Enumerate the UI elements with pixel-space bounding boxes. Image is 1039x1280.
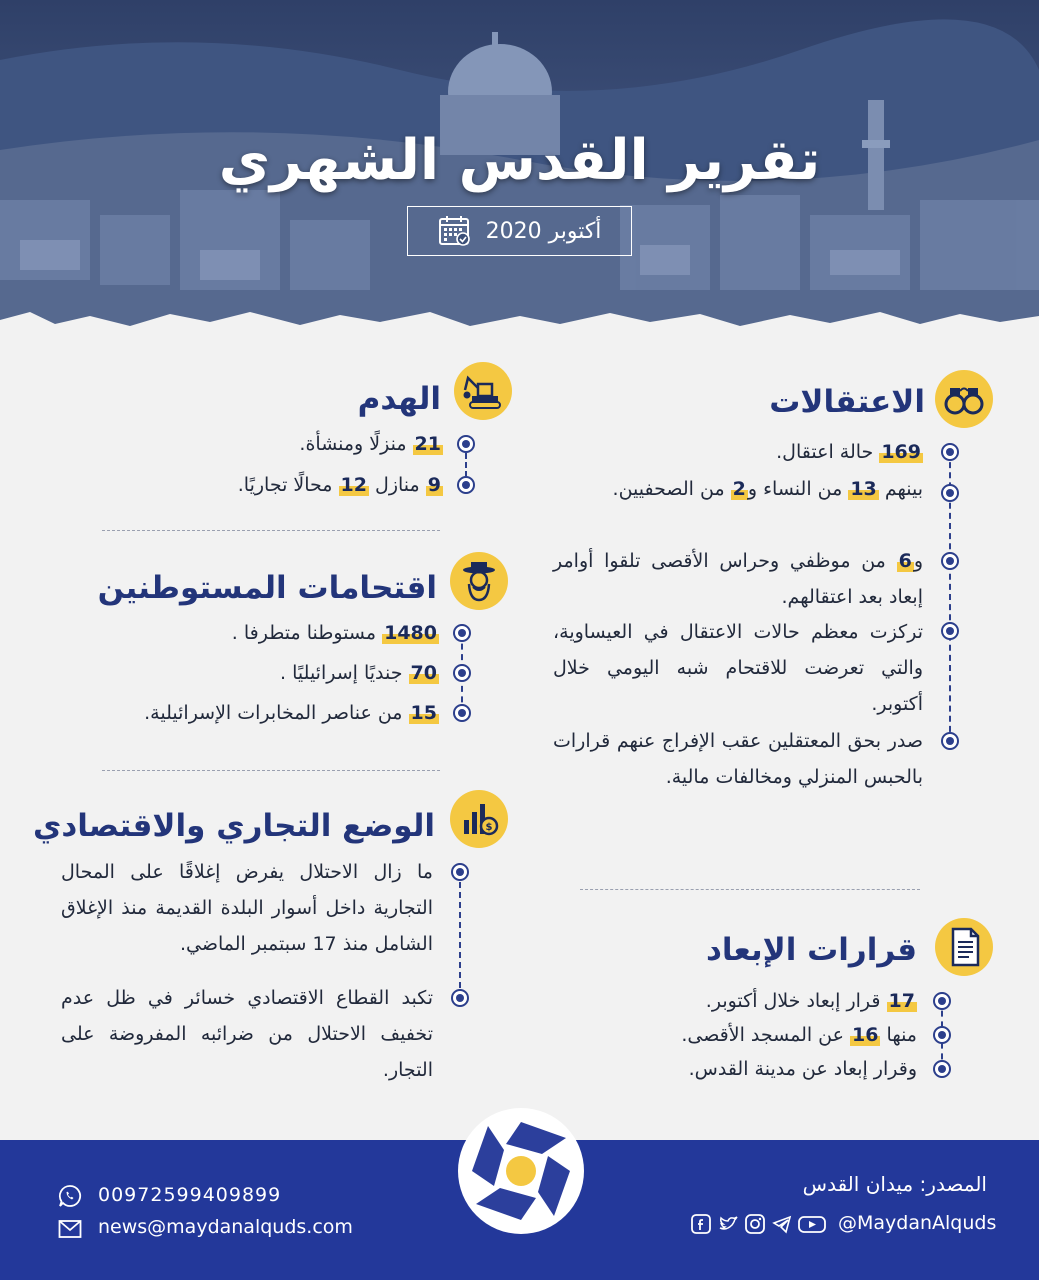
demolition-icon-badge xyxy=(454,362,512,420)
settlers-title: اقتحامات المستوطنين xyxy=(97,570,437,606)
demolition-item-1: 21 منزلًا ومنشأة. xyxy=(299,433,441,455)
settlers-item-1: 1480 مستوطنا متطرفا . xyxy=(231,622,437,644)
economy-item-2: تكبد القطاع الاقتصادي خسائر في ظل عدم تخفيف الاحتلال من ضرائبه المفروضة على التجار. xyxy=(61,987,433,1081)
settlers-item-3: 15 من عناصر المخابرات الإسرائيلية. xyxy=(144,702,437,724)
logo-mark-icon xyxy=(466,1116,576,1226)
settlers-icon-badge xyxy=(450,552,508,610)
arrests-item-1: 169 حالة اعتقال. xyxy=(776,441,921,463)
phone-number[interactable]: 00972599409899 xyxy=(98,1184,282,1206)
document-icon xyxy=(941,924,987,970)
header-banner xyxy=(0,0,1039,340)
section-divider xyxy=(102,770,440,771)
report-title: تقرير القدس الشهري xyxy=(218,128,821,193)
economy-icon xyxy=(456,796,502,842)
report-date: أكتوبر 2020 xyxy=(485,218,602,244)
youtube-icon[interactable] xyxy=(799,1217,825,1232)
bullet-dot xyxy=(941,552,959,570)
arrests-item-3: و6 من موظفي وحراس الأقصى تلقوا أوامر إبعاد بعد اعتقالهم. xyxy=(553,550,923,608)
social-icons-row xyxy=(690,1213,830,1235)
instagram-icon[interactable] xyxy=(746,1215,764,1233)
economy-item-1: ما زال الاحتلال يفرض إغلاقًا على المحال التجارية داخل أسوار البلدة القديمة منذ الإغلاق الشامل منذ 17 سبتمبر الماضي. xyxy=(61,861,433,955)
deportation-icon-badge xyxy=(935,918,993,976)
settlers-item-2: 70 جنديًا إسرائيليًا . xyxy=(280,662,437,684)
bullet-dot xyxy=(451,863,469,881)
whatsapp-icon xyxy=(58,1184,82,1208)
bullet-dot xyxy=(941,443,959,461)
arrests-item-4: تركزت معظم حالات الاعتقال في العيساوية، والتي تعرضت للاقتحام شبه اليومي خلال أكتوبر. xyxy=(553,621,923,715)
twitter-icon[interactable] xyxy=(720,1217,737,1229)
section-divider xyxy=(102,530,440,531)
email-address[interactable]: news@maydanalquds.com xyxy=(98,1216,353,1238)
telegram-icon[interactable] xyxy=(774,1217,790,1232)
arrests-item-5: صدر بحق المعتقلين عقب الإفراج عنهم قرارات بالحبس المنزلي ومخالفات مالية. xyxy=(553,730,923,788)
bullet-dot xyxy=(457,435,475,453)
economy-title: الوضع التجاري والاقتصادي xyxy=(32,808,435,844)
social-handle[interactable]: @MaydanAlquds xyxy=(838,1212,997,1234)
bullet-dot xyxy=(941,484,959,502)
bullet-dot xyxy=(933,1060,951,1078)
deportation-item-2: منها 16 عن المسجد الأقصى. xyxy=(681,1024,917,1046)
bullet-dot xyxy=(453,704,471,722)
bullet-dot xyxy=(941,732,959,750)
source-label: المصدر: ميدان القدس xyxy=(802,1172,987,1196)
arrests-item-2: بينهم 13 من النساء و2 من الصحفيين. xyxy=(612,478,923,500)
economy-timeline xyxy=(459,872,461,998)
arrests-title: الاعتقالات xyxy=(769,384,925,420)
arrests-icon-badge xyxy=(935,370,993,428)
maydan-alquds-logo xyxy=(458,1108,584,1234)
email-icon xyxy=(58,1219,82,1239)
deportation-item-3: وقرار إبعاد عن مدينة القدس. xyxy=(688,1058,917,1080)
facebook-icon[interactable] xyxy=(692,1215,710,1233)
bullet-dot xyxy=(453,624,471,642)
demolition-item-2: 9 منازل 12 محالًا تجاريًا. xyxy=(237,474,441,496)
bullet-dot xyxy=(457,476,475,494)
bulldozer-icon xyxy=(460,368,506,414)
bullet-dot xyxy=(941,622,959,640)
date-badge xyxy=(407,206,632,256)
settler-icon xyxy=(456,558,502,604)
economy-icon-badge xyxy=(450,790,508,848)
bullet-dot xyxy=(933,1026,951,1044)
bullet-dot xyxy=(933,992,951,1010)
deportation-item-1: 17 قرار إبعاد خلال أكتوبر. xyxy=(705,990,915,1012)
demolition-title: الهدم xyxy=(357,381,441,417)
bullet-dot xyxy=(451,989,469,1007)
deportation-title: قرارات الإبعاد xyxy=(705,932,917,968)
section-divider xyxy=(580,889,920,890)
handcuffs-icon xyxy=(941,376,987,422)
calendar-icon xyxy=(438,214,472,248)
svg-text:$: $ xyxy=(485,822,493,833)
bullet-dot xyxy=(453,664,471,682)
